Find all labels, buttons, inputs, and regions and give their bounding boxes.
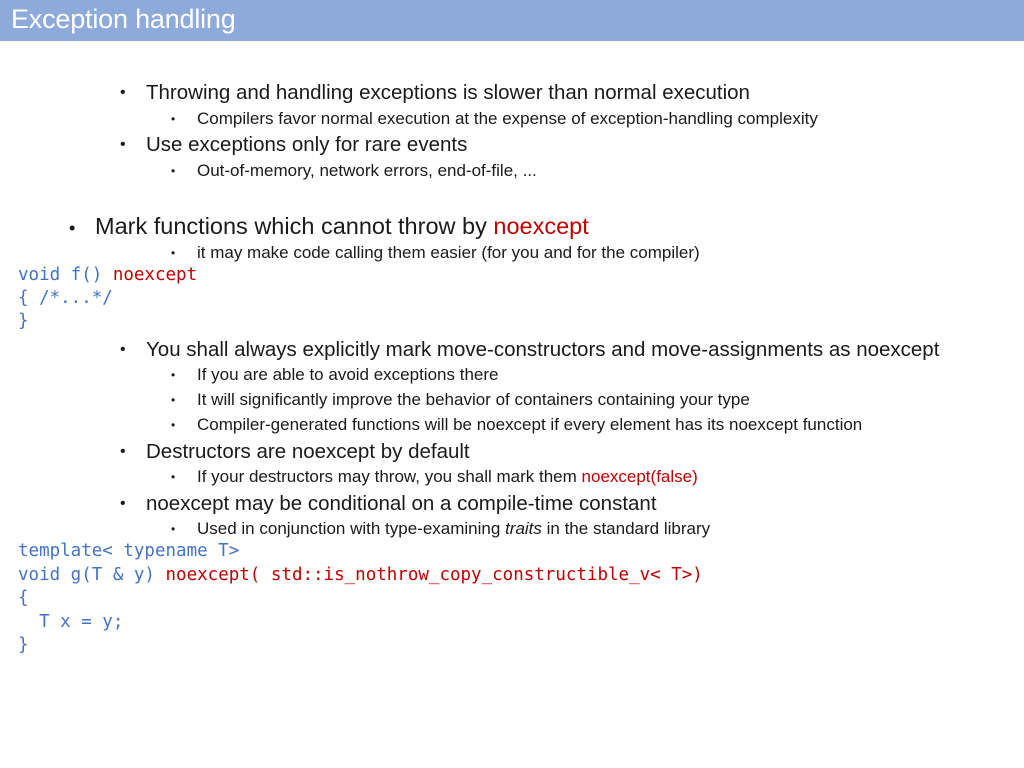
noexcept-false-keyword: noexcept(false)	[581, 467, 698, 486]
bullet-generated: Compiler-generated functions will be noexcept if every element has its noexcept function	[197, 415, 863, 434]
bullet-dot: •	[120, 443, 126, 460]
bullet-easier: it may make code calling them easier (for you and for the compiler)	[197, 243, 700, 262]
bullet-dot: •	[171, 112, 176, 126]
bullet-dot: •	[120, 136, 126, 153]
bullet-dtors-throw	[197, 467, 698, 487]
bullet-move: You shall always explicitly mark move-constructors and move-assignments as noexcept	[146, 338, 940, 361]
bullet-conjunction	[197, 519, 710, 539]
code-line	[18, 564, 703, 588]
bullet-oom: Out-of-memory, network errors, end-of-file, ...	[197, 161, 537, 180]
code-line: {	[18, 588, 29, 608]
slide-title: Exception handling	[11, 4, 236, 34]
code-block-f	[18, 264, 197, 333]
code-line: T x = y;	[18, 611, 124, 632]
traits-term: traits	[505, 519, 542, 538]
title-bar	[0, 0, 1024, 41]
bullet-conj-prefix: Used in conjunction with type-examining	[197, 519, 506, 538]
bullet-dot: •	[171, 393, 176, 407]
code-block-g	[18, 540, 703, 658]
code-text: void f()	[18, 265, 113, 285]
bullet-improve: It will significantly improve the behavior of containers containing your type	[197, 390, 750, 409]
code-line: template< typename T>	[18, 541, 240, 561]
code-line: { /*...*/	[18, 288, 113, 308]
code-keyword: noexcept	[112, 265, 198, 285]
code-line	[18, 264, 197, 287]
bullet-dot: •	[171, 164, 176, 178]
bullet-dtors: Destructors are noexcept by default	[146, 440, 470, 463]
bullet-dot: •	[69, 218, 76, 238]
bullet-dot: •	[171, 470, 176, 484]
bullet-slow: Throwing and handling exceptions is slower than normal execution	[146, 81, 750, 104]
bullet-dot: •	[171, 246, 176, 260]
bullet-dot: •	[120, 341, 126, 358]
bullet-conj-suffix: in the standard library	[541, 519, 711, 538]
code-keyword: noexcept( std::is_nothrow_copy_constructible_v< T>)	[165, 564, 703, 585]
bullet-rare: Use exceptions only for rare events	[146, 133, 468, 156]
bullet-mark-text: Mark functions which cannot throw by	[95, 213, 494, 239]
bullet-dtors-throw-text: If your destructors may throw, you shall mark them	[197, 467, 582, 486]
bullet-dot: •	[171, 522, 176, 536]
bullet-dot: •	[120, 495, 126, 512]
code-line: }	[18, 635, 29, 655]
bullet-avoid: If you are able to avoid exceptions there	[197, 365, 499, 384]
bullet-dot: •	[171, 368, 176, 382]
bullet-compilers: Compilers favor normal execution at the expense of exception-handling complexity	[197, 109, 818, 128]
code-text: void g(T & y)	[18, 564, 166, 585]
bullet-conditional: noexcept may be conditional on a compile-time constant	[146, 492, 657, 515]
code-line: }	[18, 311, 29, 331]
noexcept-keyword: noexcept	[493, 213, 589, 239]
bullet-dot: •	[171, 418, 176, 432]
bullet-mark-noexcept	[95, 213, 589, 240]
bullet-dot: •	[120, 84, 126, 101]
